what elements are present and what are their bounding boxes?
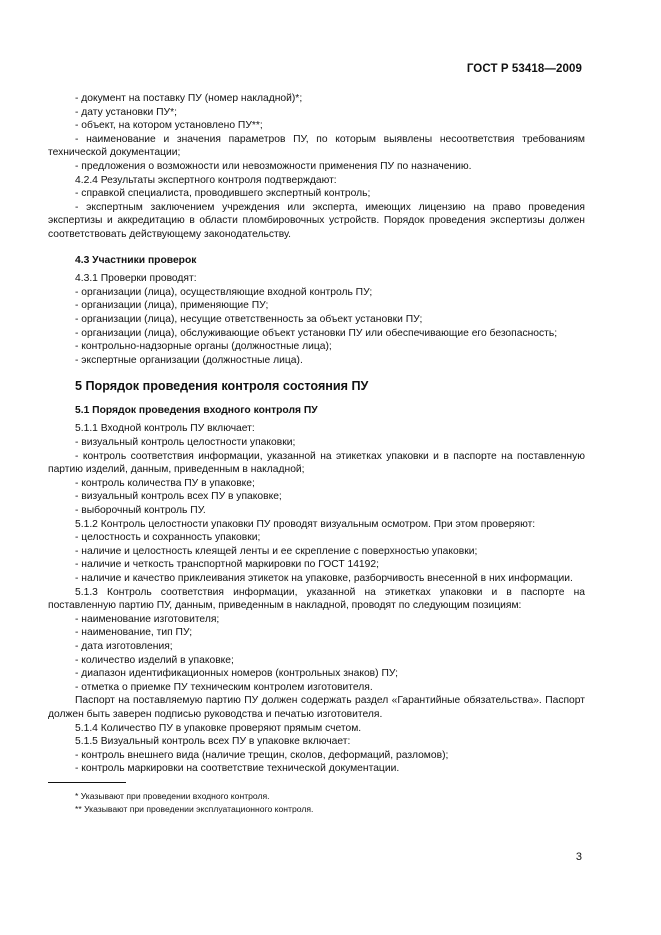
list-item: - контрольно-надзорные органы (должностные лица); — [75, 341, 332, 353]
clause-4-3-1: 4.3.1 Проверки проводят: — [75, 273, 197, 285]
list-item: - визуальный контроль целостности упаковки; — [75, 437, 296, 449]
section-heading-5-1: 5.1 Порядок проведения входного контроля ПУ — [75, 404, 318, 416]
clause-5-1-2: 5.1.2 Контроль целостности упаковки ПУ проводят визуальным осмотром. При этом проверяют: — [75, 518, 536, 530]
list-item: - наименование, тип ПУ; — [75, 627, 193, 639]
section-heading-4-3: 4.3 Участники проверок — [75, 254, 197, 266]
clause-5-1-3: 5.1.3 Контроль соответствия информации, указанной на этикетках упаковки и в паспорте на поставленную партию ПУ, данным, приведенным в накладной, проводят по следующим позициям: — [48, 586, 585, 612]
list-item: - наличие и четкость транспортной маркировки по ГОСТ 14192; — [75, 559, 379, 571]
list-item: - контроль количества ПУ в упаковке; — [75, 477, 255, 489]
section-heading-5: 5 Порядок проведения контроля состояния ПУ — [75, 379, 369, 394]
passport-paragraph: Паспорт на поставляемую партию ПУ должен содержать раздел «Гарантийные обязательства». Паспорт должен быть заверен подписью руководства и печатью изготовителя. — [48, 695, 585, 720]
list-item: - предложения о возможности или невозможности применения ПУ по назначению. — [75, 160, 472, 172]
list-item: - организации (лица), несущие ответственность за объект установки ПУ; — [75, 313, 423, 325]
list-item: - наличие и качество приклеивания этикеток на упаковке, разборчивость внесенной в них информации. — [75, 573, 573, 584]
list-item: - целостность и сохранность упаковки; — [75, 532, 261, 544]
list-item: - организации (лица), осуществляющие входной контроль ПУ; — [75, 286, 373, 298]
list-item: - наименование изготовителя; — [75, 613, 220, 625]
clause-5-1-5: 5.1.5 Визуальный контроль всех ПУ в упаковке включает: — [75, 736, 351, 748]
footnote-divider — [48, 782, 126, 783]
list-item: - дата изготовления; — [75, 640, 173, 652]
list-item: - контроль внешнего вида (наличие трещин, сколов, деформаций, разломов); — [75, 749, 449, 761]
clause-4-2-4: 4.2.4 Результаты экспертного контроля подтверждают: — [75, 174, 337, 186]
list-item: - наименование и значения параметров ПУ, по которым выявлены несоответствия требованиям технической документации; — [48, 133, 585, 159]
list-item: - выборочный контроль ПУ. — [75, 505, 206, 517]
list-item: - организации (лица), применяющие ПУ; — [75, 300, 269, 312]
list-item: - наличие и целостность клеящей ленты и ее скрепление с поверхностью упаковки; — [75, 545, 478, 557]
list-item: - объект, на котором установлено ПУ**; — [75, 120, 263, 132]
list-item: - визуальный контроль всех ПУ в упаковке; — [75, 491, 282, 503]
clause-5-1-4: 5.1.4 Количество ПУ в упаковке проверяют прямым счетом. — [75, 722, 362, 734]
list-item: - контроль соответствия информации, указанной на этикетках упаковки и в паспорте на поставленную партию изделий, данным, приведенным в накладной; — [48, 450, 585, 476]
clause-5-1-1: 5.1.1 Входной контроль ПУ включает: — [75, 423, 255, 435]
document-id: ГОСТ Р 53418—2009 — [466, 63, 582, 75]
list-item: - справкой специалиста, проводившего экспертный контроль; — [75, 188, 371, 200]
list-item: - дату установки ПУ*; — [75, 106, 177, 118]
footnote-1: * Указывают при проведении входного контроля. — [75, 790, 270, 801]
list-item: - документ на поставку ПУ (номер накладной)*; — [75, 93, 303, 104]
list-item: - организации (лица), обслуживающие объект установки ПУ или обеспечивающие его безопасность; — [75, 327, 558, 339]
list-item: - диапазон идентификационных номеров (контрольных знаков) ПУ; — [75, 668, 399, 680]
list-item: - контроль маркировки на соответствие технической документации. — [75, 763, 400, 775]
page-number: 3 — [575, 851, 582, 863]
page-body — [48, 92, 585, 816]
footnote-2: ** Указывают при проведении эксплуатационного контроля. — [75, 803, 314, 814]
list-item: - отметка о приемке ПУ техническим контролем изготовителя. — [75, 681, 373, 693]
list-item: - экспертные организации (должностные лица). — [75, 354, 303, 366]
list-item: - количество изделий в упаковке; — [75, 654, 234, 666]
list-item: - экспертным заключением учреждения или эксперта, имеющих лицензию на право проведения экспертизы и аккредитацию в области пломбировочных устройств. Порядок проведения экспертизы должен соответствовать действующему законодательству. — [48, 201, 585, 240]
